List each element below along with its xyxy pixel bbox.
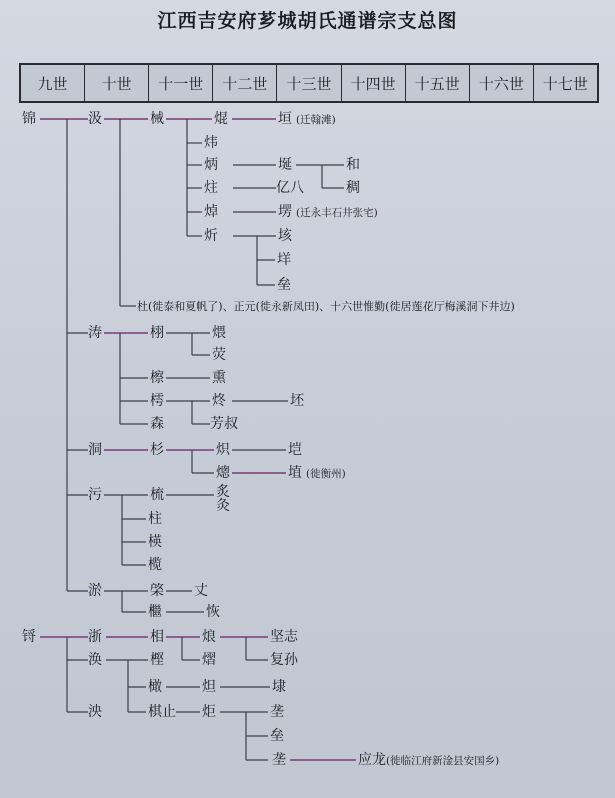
person-13-j: 埴 xyxy=(288,465,302,481)
person-12-a: 焜 xyxy=(214,111,228,127)
person-12-l: 炽 xyxy=(216,442,230,458)
note-relocation-c: 杜(徙泰和夏帆了)、正元(徙永新凤田)、十六世惟勤(徙居莲花厅梅溪洞下井边) xyxy=(137,300,515,313)
person-12-u: 炬 xyxy=(202,704,216,720)
person-11-a: 械 xyxy=(150,111,164,127)
person-10-tao: 涛 xyxy=(88,325,102,341)
person-12-m: 熜 xyxy=(216,465,230,481)
person-10-ji: 汲 xyxy=(88,111,102,127)
person-10-huan: 涣 xyxy=(88,652,102,668)
person-14-c: 应龙 xyxy=(358,752,386,768)
person-11-n: 樫 xyxy=(150,652,164,668)
person-11-l: 檵 xyxy=(148,604,162,620)
generation-header-17: 十七世 xyxy=(533,65,597,101)
generation-header-12: 十二世 xyxy=(212,65,276,101)
generation-header-15: 十五世 xyxy=(405,65,469,101)
person-10-yang: 泱 xyxy=(88,704,102,720)
person-13-k: 坚志 xyxy=(270,629,298,645)
person-12-s: 熠 xyxy=(202,652,216,668)
person-13-g: 垒 xyxy=(277,277,291,293)
person-10-zhe: 浙 xyxy=(88,629,102,645)
person-9-lue: 锊 xyxy=(22,629,36,645)
person-11-j: 榄 xyxy=(148,557,162,573)
person-11-d: 樗 xyxy=(150,393,164,409)
generation-header-13: 十三世 xyxy=(276,65,340,101)
person-12-o: 灸 xyxy=(216,498,230,514)
person-10-yu: 淤 xyxy=(88,583,102,599)
person-13-b: 埏 xyxy=(278,157,292,173)
person-11-e: 森 xyxy=(150,416,164,432)
person-12-d: 炷 xyxy=(204,180,218,196)
person-13-o: 垒 xyxy=(270,728,284,744)
person-12-k: 芳叔 xyxy=(210,416,238,432)
page-title: 江西吉安府芗城胡氏通谱宗支总图 xyxy=(157,10,458,32)
note-relocation-a: (迁翰滩) xyxy=(296,114,336,126)
person-14-b: 稠 xyxy=(346,180,360,196)
generation-header-14: 十四世 xyxy=(341,65,405,101)
person-10-dong: 洞 xyxy=(88,442,102,458)
person-11-h: 柱 xyxy=(148,511,162,527)
person-9-jin: 锦 xyxy=(22,111,36,127)
person-11-b: 栩 xyxy=(150,325,164,341)
person-13-e: 垓 xyxy=(278,228,292,244)
person-12-e: 焯 xyxy=(204,204,218,220)
person-12-h: 荧 xyxy=(212,347,226,363)
generation-header-11: 十一世 xyxy=(148,65,212,101)
generation-header-16: 十六世 xyxy=(469,65,533,101)
person-12-i: 熏 xyxy=(212,370,226,386)
person-12-r: 烺 xyxy=(202,629,216,645)
note-relocation-d: (徙衡州) xyxy=(306,468,346,480)
person-12-t: 炟 xyxy=(202,679,216,695)
person-12-n: 炙 xyxy=(216,484,230,500)
person-13-a: 垣 xyxy=(278,111,292,127)
generation-header-9: 九世 xyxy=(37,74,68,93)
person-12-f: 炘 xyxy=(204,228,218,244)
person-11-i: 楧 xyxy=(148,534,162,550)
person-12-c: 炳 xyxy=(204,157,218,173)
note-relocation-e: (徙临江府新淦县安国乡) xyxy=(386,755,500,767)
person-13-l: 复孙 xyxy=(270,652,298,668)
person-13-i: 垲 xyxy=(288,442,302,458)
person-12-j: 炵 xyxy=(212,393,226,409)
person-12-p: 丈 xyxy=(194,583,208,599)
person-10-wu: 污 xyxy=(88,487,102,503)
person-11-g: 梳 xyxy=(150,487,164,503)
person-14-a: 和 xyxy=(346,157,360,173)
person-12-g: 煨 xyxy=(212,325,226,341)
person-13-h: 坯 xyxy=(290,393,304,409)
person-13-d: 塄 xyxy=(278,204,292,220)
person-13-p: 垄 xyxy=(272,752,286,768)
person-11-o: 橄 xyxy=(148,679,162,695)
generation-header-10: 十世 xyxy=(84,65,148,101)
person-13-n: 垄 xyxy=(270,704,284,720)
person-12-q: 恢 xyxy=(206,604,220,620)
person-13-f: 垟 xyxy=(277,252,291,268)
person-11-f: 杉 xyxy=(150,442,164,458)
note-relocation-b: (迁永丰石井张宅) xyxy=(296,207,378,219)
person-11-k: 棨 xyxy=(150,583,164,599)
person-11-p: 棋止 xyxy=(148,704,176,720)
person-12-b: 炜 xyxy=(204,135,218,151)
person-11-c: 檫 xyxy=(150,370,164,386)
person-13-m: 埭 xyxy=(272,679,286,695)
person-11-m: 相 xyxy=(150,629,164,645)
person-13-c: 亿八 xyxy=(276,180,304,196)
